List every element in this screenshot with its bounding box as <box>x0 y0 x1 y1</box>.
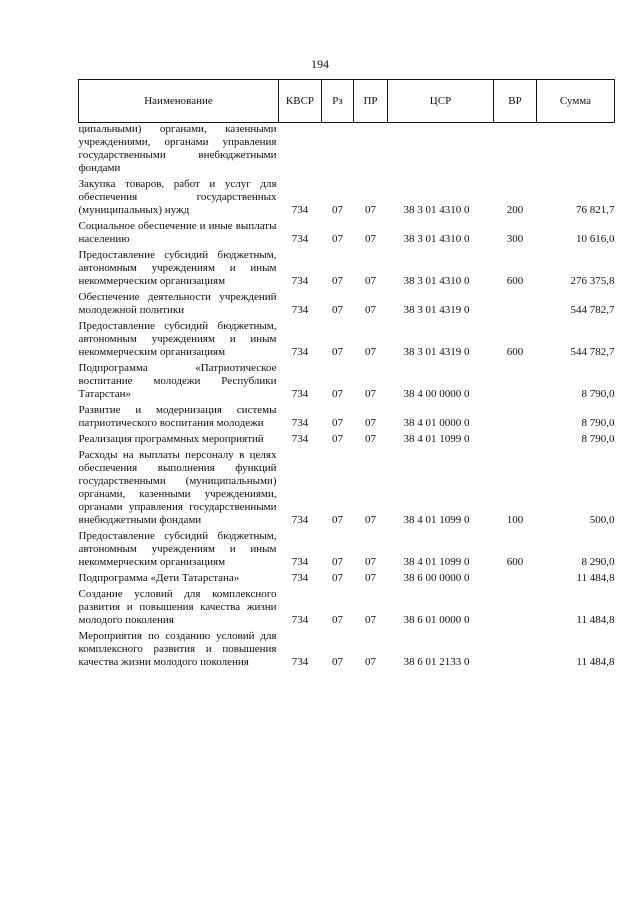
cell-kvsr: 734 <box>291 388 309 400</box>
table-row <box>79 175 615 217</box>
cell-name: Предоставление субсидий бюджетным, автономным учреждениям и иным некоммерческим организациям <box>78 249 277 287</box>
cell-pr: 07 <box>365 304 376 316</box>
cell-pr <box>354 123 388 176</box>
cell-sum: 10 616,0 <box>576 233 615 245</box>
cell-sum: 500,0 <box>589 514 615 526</box>
cell-sum: 544 782,7 <box>570 304 615 316</box>
cell-name: Предоставление субсидий бюджетным, автономным учреждениям и иным некоммерческим организациям <box>78 530 277 568</box>
table-row <box>79 569 615 585</box>
cell-sum: 76 821,7 <box>576 204 615 216</box>
cell-pr: 07 <box>365 656 376 668</box>
cell-rz: 07 <box>332 572 343 584</box>
table-row <box>79 585 615 627</box>
cell-vr: 100 <box>506 514 524 526</box>
cell-rz: 07 <box>332 346 343 358</box>
cell-vr <box>494 569 537 585</box>
table-row <box>79 401 615 430</box>
cell-rz <box>322 123 354 176</box>
cell-pr: 07 <box>365 204 376 216</box>
cell-pr: 07 <box>365 388 376 400</box>
cell-pr: 07 <box>365 233 376 245</box>
table-row <box>79 317 615 359</box>
table-row <box>79 288 615 317</box>
cell-rz: 07 <box>332 304 343 316</box>
cell-pr: 07 <box>365 514 376 526</box>
page-number: 194 <box>311 57 329 71</box>
cell-kvsr: 734 <box>291 275 309 287</box>
cell-pr: 07 <box>365 275 376 287</box>
cell-sum: 8 790,0 <box>581 388 615 400</box>
cell-name: Реализация программных мероприятий <box>78 433 264 445</box>
cell-rz: 07 <box>332 514 343 526</box>
budget-table <box>78 79 615 669</box>
header-rz: Рз <box>322 80 354 123</box>
cell-vr <box>494 627 537 669</box>
cell-name: Подпрограмма «Дети Татарстана» <box>78 572 240 584</box>
cell-rz: 07 <box>332 417 343 429</box>
cell-kvsr: 734 <box>291 304 309 316</box>
table-row <box>79 627 615 669</box>
cell-rz: 07 <box>332 388 343 400</box>
cell-vr: 600 <box>506 346 524 358</box>
header-kvsr: КВСР <box>279 80 322 123</box>
cell-sum: 8 790,0 <box>581 417 615 429</box>
cell-name: Создание условий для комплексного развития и повышения качества жизни молодого поколения <box>78 588 277 626</box>
cell-sum: 544 782,7 <box>570 346 615 358</box>
cell-rz: 07 <box>332 433 343 445</box>
table-row <box>79 246 615 288</box>
cell-sum: 276 375,8 <box>570 275 615 287</box>
table-row <box>79 430 615 446</box>
cell-pr: 07 <box>365 346 376 358</box>
cell-kvsr: 734 <box>291 204 309 216</box>
cell-csr: 38 3 01 4310 0 <box>403 233 470 245</box>
cell-csr: 38 4 00 0000 0 <box>403 388 470 400</box>
cell-sum: 11 484,8 <box>576 572 615 584</box>
cell-rz: 07 <box>332 275 343 287</box>
cell-name: Развитие и модернизация системы патриотического воспитания молодежи <box>78 404 277 429</box>
cell-rz: 07 <box>332 204 343 216</box>
cell-rz: 07 <box>332 614 343 626</box>
cell-csr: 38 4 01 1099 0 <box>403 556 470 568</box>
cell-rz: 07 <box>332 656 343 668</box>
cell-pr: 07 <box>365 433 376 445</box>
cell-kvsr: 734 <box>291 656 309 668</box>
cell-kvsr: 734 <box>291 233 309 245</box>
cell-csr: 38 6 01 0000 0 <box>403 614 470 626</box>
header-name: Наименование <box>79 80 279 123</box>
cell-name: Мероприятия по созданию условий для комплексного развития и повышения качества жизни молодого поколения <box>78 630 277 668</box>
cell-name: Закупка товаров, работ и услуг для обеспечения государственных (муниципальных) нужд <box>78 178 277 216</box>
header-csr: ЦСР <box>388 80 494 123</box>
cell-vr <box>494 430 537 446</box>
cell-name: Социальное обеспечение и иные выплаты населению <box>78 220 277 245</box>
table-row <box>79 359 615 401</box>
cell-name: ципальными) органами, казенными учреждениями, органами управления государственными внебюджетными фондами <box>78 123 277 174</box>
table-row <box>79 527 615 569</box>
cell-pr: 07 <box>365 572 376 584</box>
cell-name: Обеспечение деятельности учреждений молодежной политики <box>78 291 277 316</box>
cell-vr: 200 <box>506 204 524 216</box>
cell-name: Предоставление субсидий бюджетным, автономным учреждениям и иным некоммерческим организациям <box>78 320 277 358</box>
cell-csr: 38 3 01 4319 0 <box>403 304 470 316</box>
cell-kvsr <box>279 123 322 176</box>
cell-csr: 38 3 01 4319 0 <box>403 346 470 358</box>
cell-kvsr: 734 <box>291 346 309 358</box>
cell-csr: 38 4 01 1099 0 <box>403 514 470 526</box>
cell-csr: 38 4 01 0000 0 <box>403 417 470 429</box>
cell-pr: 07 <box>365 417 376 429</box>
cell-kvsr: 734 <box>291 614 309 626</box>
table-row <box>79 446 615 527</box>
cell-vr <box>494 401 537 430</box>
cell-csr: 38 3 01 4310 0 <box>403 204 470 216</box>
cell-kvsr: 734 <box>291 417 309 429</box>
table-row <box>79 123 615 176</box>
cell-rz: 07 <box>332 233 343 245</box>
cell-pr: 07 <box>365 556 376 568</box>
cell-kvsr: 734 <box>291 514 309 526</box>
cell-vr: 600 <box>506 556 524 568</box>
cell-vr <box>494 359 537 401</box>
cell-kvsr: 734 <box>291 556 309 568</box>
cell-csr: 38 6 01 2133 0 <box>403 656 470 668</box>
cell-csr: 38 3 01 4310 0 <box>403 275 470 287</box>
cell-vr <box>494 585 537 627</box>
cell-vr: 600 <box>506 275 524 287</box>
cell-sum <box>537 123 615 176</box>
cell-csr: 38 6 00 0000 0 <box>403 572 470 584</box>
header-pr: ПР <box>354 80 388 123</box>
header-vr: ВР <box>494 80 537 123</box>
table-row <box>79 217 615 246</box>
table-body <box>79 123 615 670</box>
cell-sum: 8 290,0 <box>581 556 615 568</box>
cell-sum: 11 484,8 <box>576 614 615 626</box>
cell-vr <box>494 288 537 317</box>
cell-kvsr: 734 <box>291 433 309 445</box>
cell-rz: 07 <box>332 556 343 568</box>
cell-vr <box>494 123 537 176</box>
header-sum: Сумма <box>537 80 615 123</box>
cell-kvsr: 734 <box>291 572 309 584</box>
cell-sum: 8 790,0 <box>581 433 615 445</box>
table-header <box>79 80 615 123</box>
cell-vr: 300 <box>506 233 524 245</box>
cell-pr: 07 <box>365 614 376 626</box>
cell-csr <box>388 123 494 176</box>
cell-sum: 11 484,8 <box>576 656 615 668</box>
cell-name: Расходы на выплаты персоналу в целях обеспечения выполнения функций государственными (муниципальными) органами, казенными учреждениями, органами управления государственными внебюджетными фондами <box>78 449 277 526</box>
cell-name: Подпрограмма «Патриотическое воспитание молодежи Республики Татарстан» <box>78 362 277 400</box>
cell-csr: 38 4 01 1099 0 <box>403 433 470 445</box>
